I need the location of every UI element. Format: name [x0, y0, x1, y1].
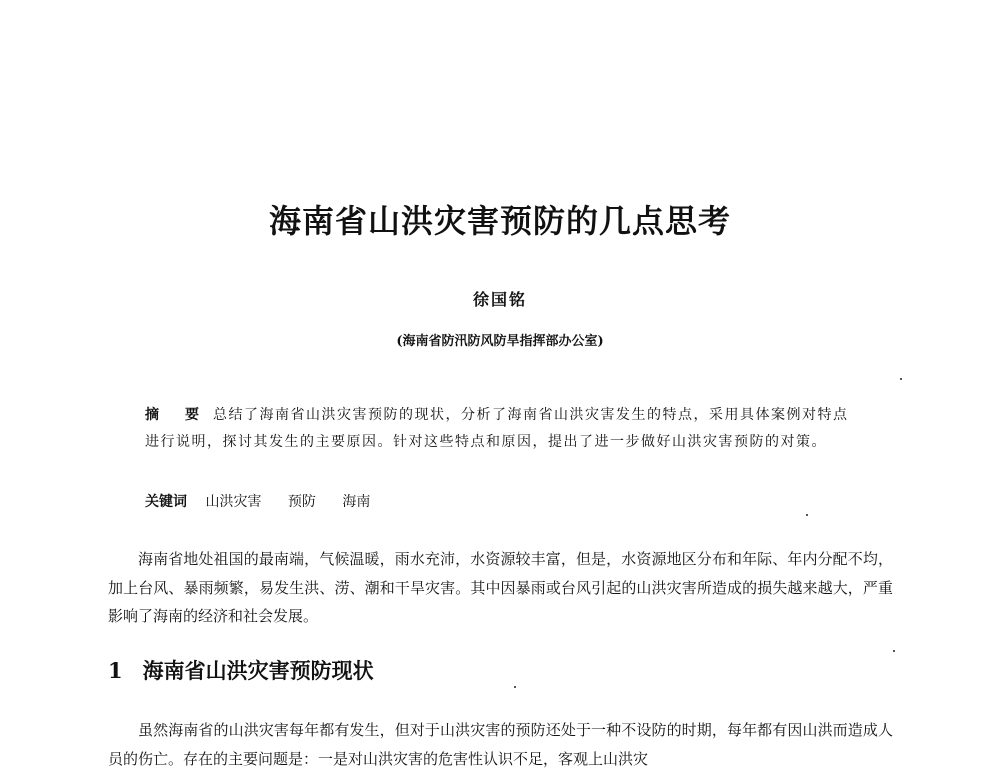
abstract-text: 总结了海南省山洪灾害预防的现状，分析了海南省山洪灾害发生的特点，采用具体案例对特点进行说明，探讨其发生的主要原因。针对这些特点和原因，提出了进一步做好山洪灾害预防的对策。	[145, 407, 849, 450]
author-name: 徐国铭	[472, 290, 527, 309]
intro-paragraph: 海南省地处祖国的最南端，气候温暖，雨水充沛，水资源较丰富，但是，水资源地区分布和年际、年内分配不均，加上台风、暴雨频繁，易发生洪、涝、潮和干旱灾害。其中因暴雨或台风引起的山洪灾害所造成的损失越来越大，严重影响了海南的经济和社会发展。	[108, 550, 893, 625]
abstract-label: 摘 要	[145, 407, 205, 423]
section-title: 海南省山洪灾害预防现状	[142, 658, 374, 683]
section-number: 1	[108, 658, 123, 683]
keywords-label: 关键词	[145, 494, 187, 510]
keywords-block	[145, 489, 392, 515]
scan-speck	[893, 650, 895, 652]
section-body-paragraph: 虽然海南省的山洪灾害每年都有发生，但对于山洪灾害的预防还处于一种不设防的时期，每年都有因山洪而造成人员的伤亡。存在的主要问题是：一是对山洪灾害的危害性认识不足，客观上山洪灾	[108, 721, 893, 768]
author-affiliation: (海南省防汛防风防旱指挥部办公室)	[396, 334, 604, 349]
keyword-item: 预防	[287, 494, 316, 510]
scan-speck	[806, 514, 808, 516]
scan-speck	[514, 686, 516, 688]
paper-title: 海南省山洪灾害预防的几点思考	[268, 202, 731, 240]
section-heading	[108, 655, 374, 685]
abstract-block	[145, 402, 860, 455]
keyword-item: 山洪灾害	[205, 494, 262, 510]
keyword-item: 海南	[342, 494, 371, 510]
scan-speck	[900, 378, 902, 380]
